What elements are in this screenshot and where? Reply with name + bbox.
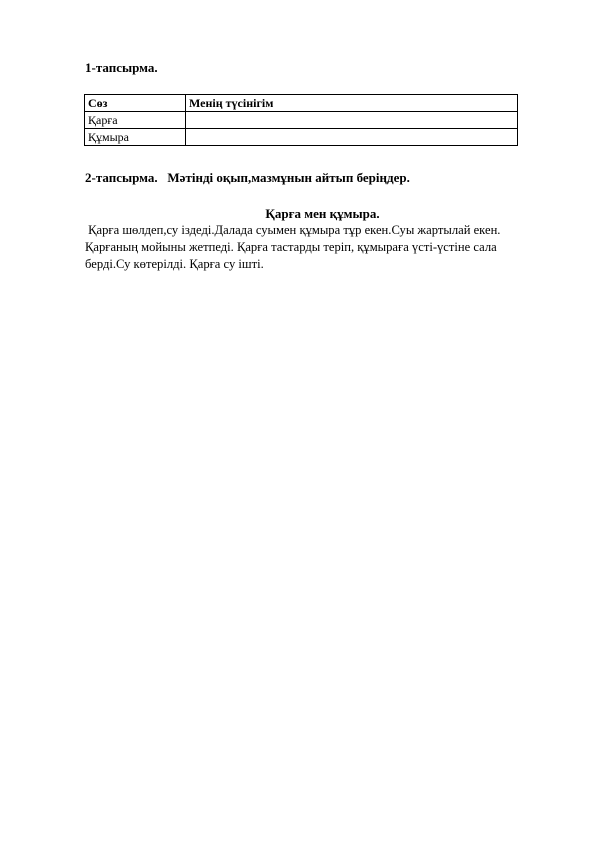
story-line: Қарға шөлдеп,су іздеді.Далада суымен құмыра тұр екен.Суы жартылай екен. [85,223,501,237]
story-title-text: Қарға мен құмыра. [265,206,380,221]
table-header-row [85,95,518,112]
table-row [85,112,518,129]
story-body [85,222,555,273]
table-row [85,129,518,146]
story-title [0,206,595,222]
vocabulary-table [84,94,518,146]
table-cell-word: Құмыра [85,129,186,146]
task2-heading: 2-тапсырма. Мәтінді оқып,мазмұнын айтып беріңдер. [85,170,410,185]
table-cell-word: Қарға [85,112,186,129]
story-line: Қарғаның мойыны жетпеді. Қарға тастарды теріп, құмыраға үсті-үстіне сала [85,240,497,254]
table-cell-meaning [186,112,518,129]
table-cell-meaning [186,129,518,146]
column-header-word: Сөз [85,95,186,112]
story-line: берді.Су көтерілді. Қарға су ішті. [85,257,264,271]
column-header-meaning: Менің түсінігім [186,95,518,112]
task1-heading: 1-тапсырма. [85,60,158,75]
